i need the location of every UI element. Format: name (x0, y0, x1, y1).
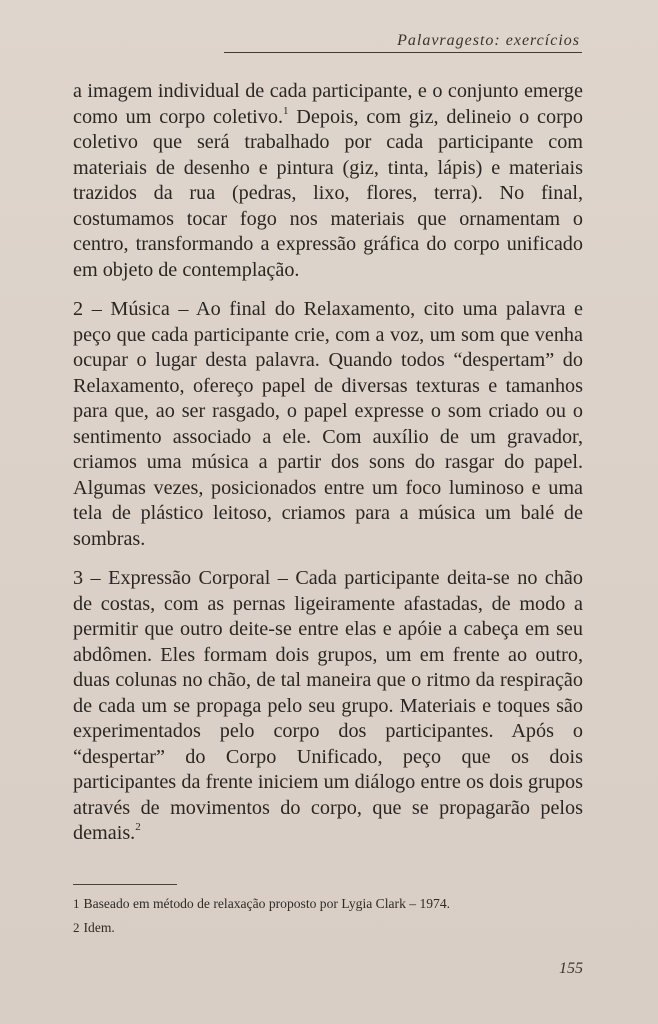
running-header: Palavragesto: exercícios (397, 32, 580, 49)
footnote-1 (73, 894, 583, 914)
paragraph-2-text: 2 – Música – Ao final do Relaxamento, cito uma palavra e peço que cada participante crie, com a voz, um som que venha ocupar o lugar desta palavra. Quando todos “despertam” do Relaxamento, ofereço papel de diversas texturas e tamanhos para que, ao ser rasgado, o papel expresse o som criado ou o sentimento associado a ele. Com auxílio de um gravador, criamos uma música a partir dos sons do rasgar do papel. Algumas vezes, posicionados entre um foco luminoso e uma tela de plástico leitoso, criamos para a música um balé de sombras. (73, 298, 583, 550)
body-text (73, 79, 583, 847)
page-number: 155 (559, 960, 583, 977)
footnote-ref-1: 1 (283, 104, 289, 117)
footnote-rule (73, 884, 177, 885)
paragraph-1-text-a: a imagem individual de cada participante, e o conjunto emerge como um corpo coletivo. (73, 80, 583, 128)
paragraph-2 (73, 297, 583, 552)
footnote-1-text: Baseado em método de relaxação proposto por Lygia Clark – 1974. (83, 896, 451, 911)
paragraph-3 (73, 566, 583, 847)
footnote-1-number: 1 (73, 896, 80, 911)
footnote-2-number: 2 (73, 920, 80, 935)
paragraph-1 (73, 79, 583, 283)
paragraph-3-text: 3 – Expressão Corporal – Cada participante deita-se no chão de costas, com as pernas ligeiramente afastadas, de modo a permitir que outro deite-se entre elas e apóie a cabeça em seu abdômen. Eles formam dois grupos, um em frente ao outro, duas colunas no chão, de tal maneira que o ritmo da respiração de cada um se propaga pelo seu grupo. Materiais e toques são experimentados pelo corpo dos participantes. Após o “despertar” do Corpo Unificado, peço que os dois participantes da frente iniciem um diálogo entre os dois grupos através de movimentos do corpo, que se propagarão pelos demais. (73, 567, 583, 844)
paragraph-1-text-b: Depois, com giz, delineio o corpo coletivo que será trabalhado por cada participante com materiais de desenho e pintura (giz, tinta, lápis) e materiais trazidos da rua (pedras, lixo, flores, terra). No final, costumamos tocar fogo nos materiais que ornamentam o centro, transformando a expressão gráfica do corpo unificado em objeto de contemplação. (73, 105, 583, 281)
footnote-2 (73, 918, 583, 938)
footnotes (73, 894, 583, 938)
header-rule (224, 52, 582, 53)
footnote-ref-2: 2 (135, 821, 141, 833)
footnote-2-text: Idem. (83, 920, 115, 935)
